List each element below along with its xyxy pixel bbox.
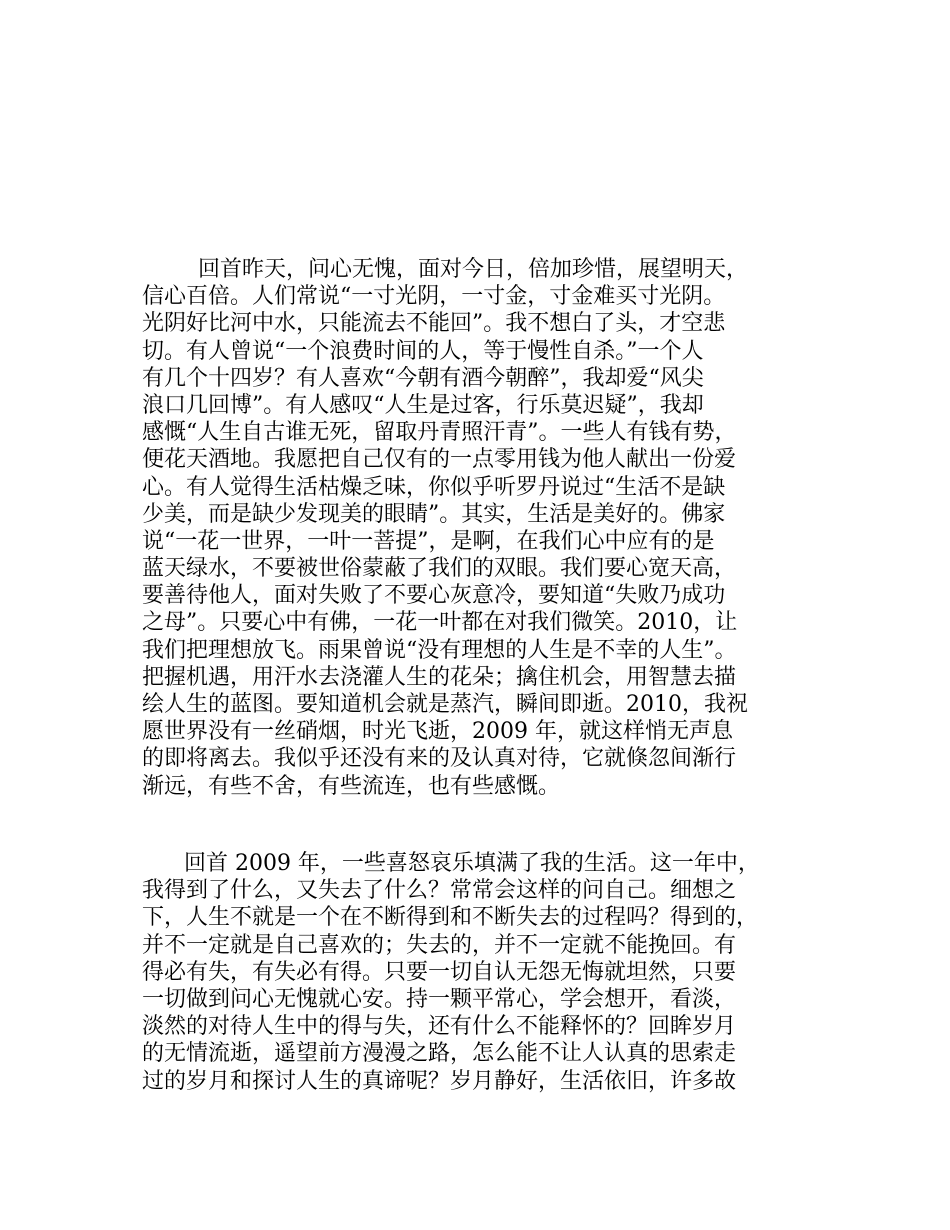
- text-line: 之母”。只要心中有佛，一花一叶都在对我们微笑。2010，让: [142, 610, 738, 636]
- text-line: 要善待他人，面对失败了不要心灰意冷，要知道“失败乃成功: [142, 583, 726, 609]
- text-line: 心。有人觉得生活枯燥乏味，你似乎听罗丹说过“生活不是缺: [142, 474, 726, 500]
- text-line: 有几个十四岁？有人喜欢“今朝有酒今朝醉”，我却爱“风尖: [142, 365, 704, 391]
- text-line: 过的岁月和探讨人生的真谛呢？岁月静好，生活依旧，许多故: [142, 1068, 737, 1094]
- text-line: 我们把理想放飞。雨果曾说“没有理想的人生是不幸的人生”。: [142, 637, 737, 663]
- text-line: 一切做到问心无愧就心安。持一颗平常心，学会想开，看淡，: [142, 986, 737, 1012]
- text-line: 切。有人曾说“一个浪费时间的人，等于慢性自杀。”一个人: [142, 338, 704, 364]
- text-line: 说“一花一世界，一叶一菩提”，是啊，在我们心中应有的是: [142, 528, 715, 554]
- text-line: 光阴好比河中水，只能流去不能回”。我不想白了头，才空悲: [142, 311, 726, 337]
- text-line: 便花天酒地。我愿把自己仅有的一点零用钱为他人献出一份爱: [142, 447, 737, 473]
- text-line: 蓝天绿水，不要被世俗蒙蔽了我们的双眼。我们要心宽天高，: [142, 556, 737, 582]
- text-line: 淡然的对待人生中的得与失，还有什么不能释怀的？回眸岁月: [142, 1014, 737, 1040]
- text-line: 绘人生的蓝图。要知道机会就是蒸汽，瞬间即逝。2010，我祝: [142, 692, 748, 717]
- text-line: 得必有失，有失必有得。只要一切自认无怨无悔就坦然，只要: [142, 959, 737, 985]
- text-line: 的无情流逝，遥望前方漫漫之路，怎么能不让人认真的思索走: [142, 1041, 737, 1067]
- text-line: 回首昨天，问心无愧，面对今日，倍加珍惜，展望明天，: [142, 257, 748, 282]
- text-line: 下，人生不就是一个在不断得到和不断失去的过程吗？得到的，: [142, 905, 759, 931]
- text-line: 并不一定就是自己喜欢的；失去的，并不一定就不能挽回。有: [142, 932, 737, 958]
- text-line: 浪口几回博”。有人感叹“人生是过客，行乐莫迟疑”，我却: [142, 392, 704, 418]
- text-line: 回首 2009 年，一些喜怒哀乐填满了我的生活。这一年中，: [142, 851, 760, 876]
- text-line: 愿世界没有一丝硝烟，时光飞逝，2009 年，就这样悄无声息: [142, 719, 733, 745]
- text-line: 我得到了什么，又失去了什么？常常会这样的问自己。细想之: [142, 878, 737, 904]
- paragraph-1: [142, 256, 842, 800]
- text-line: 的即将离去。我似乎还没有来的及认真对待，它就倏忽间渐行: [142, 746, 737, 772]
- text-line: 把握机遇，用汗水去浇灌人生的花朵；擒住机会，用智慧去描: [142, 664, 737, 690]
- text-line: 渐远，有些不舍，有些流连，也有些感慨。: [142, 773, 561, 799]
- text-line: 少美，而是缺少发现美的眼睛”。其实，生活是美好的。佛家: [142, 501, 726, 527]
- text-line: 信心百倍。人们常说“一寸光阴，一寸金，寸金难买寸光阴。: [142, 284, 726, 310]
- paragraph-2: [142, 850, 842, 1095]
- text-line: 感慨“人生自古谁无死，留取丹青照汗青”。一些人有钱有势，: [142, 420, 737, 446]
